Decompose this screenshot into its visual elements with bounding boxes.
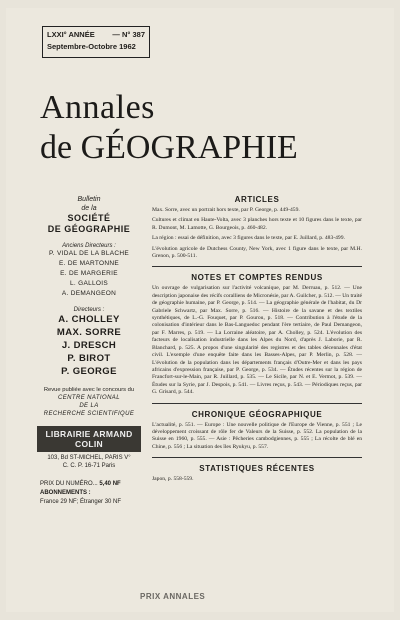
title-line-1: Annales — [40, 89, 155, 126]
bulletin-label-1: Bulletin — [77, 196, 101, 203]
directors-label: Directeurs : — [73, 307, 105, 313]
notes-heading: NOTES ET COMPTES RENDUS — [191, 273, 323, 283]
issue-number: — N° 387 — [112, 30, 145, 39]
article-entry: L'évolution agricole de Dutchess County, New York, avec 1 figure dans le texte, par M.H. Grenon, p. 500-511. — [152, 245, 362, 260]
issue-dates: Septembre-Octobre 1962 — [47, 42, 136, 51]
former-director: E. DE MARTONNE — [59, 260, 119, 267]
subscriptions-value: France 29 NF; Étranger 30 NF — [40, 499, 122, 505]
former-director: A. DEMANGEON — [61, 290, 117, 297]
director: MAX. SORRE — [56, 327, 122, 338]
director: J. DRESCH — [61, 340, 117, 351]
left-column — [36, 195, 142, 507]
society-name-2: DE GÉOGRAPHIE — [47, 224, 131, 234]
former-directors-list — [36, 249, 142, 299]
article-entry: Cultures et climat en Haute-Volta, avec 3 planches hors texte et 10 figures dans le texte, par R. Dumont, M. Lamotte, G. Bourgeois, p. 460-482. — [152, 217, 362, 231]
publisher-banner: LIBRAIRIE ARMAND COLIN — [37, 426, 141, 452]
publication-note: Revue publiée avec le concours du — [43, 387, 135, 393]
title-line-2: de GÉOGRAPHIE — [40, 129, 298, 166]
bulletin-label-2: de la — [81, 205, 97, 212]
cnrs-line-3: RECHERCHE SCIENTIFIQUE — [43, 411, 135, 417]
article-entry: La région : essai de définition, avec 3 figures dans le texte, par E. Juillard, p. 483-499. — [152, 235, 345, 242]
stats-text: Japon, p. 558-559. — [152, 476, 194, 483]
notes-text: Un ouvrage de vulgarisation sur l'activité volcanique, par M. Derruau, p. 512. — Une description japonaise des récifs coralliens de Micronésie, par A. Guilcher, p. 512. — Un traité de géographie humaine, par P. George, p. 514. — La géographie générale de l'habitat, du Dr Gabriele Schwartz, par Max. Sorre, p. 516. — Histoire de la savane et des textiles synthétiques, de L.-G. Fouquet, par P. Gourou, p. 518. — Contribution à l'étude de la colonisation d'intérieur dans le Bas-Languedoc pendant l'ère tertiaire, de Paul Demangeon, par F. Marres, p. 519. — La Lorraine aléatoire, par A. Cholley, p. 524. L'évolution des facteurs de localisation industrielle dans les Alpes du Nord, d'après J. Laborie, par R. Blanchard, p. 525. A propos d'une singularité des registres et des tables décennales d'état civil. L'exemple d'une enquête faite dans les Basses-Alpes, par P. Merlin, p. 528. — L'évolution de la population dans les départements français d'Outre-Mer et dans les pays africains d'expression française, par P. George, p. 534. — Études récentes sur la région de Francfort-sur-le-Main, par R. Juillard, p. 535. — Le Sicile, par N. et E. Vermot, p. 539. — Études sur la Syrie, par J. Despois, p. 541. — Livres reçus, p. 543. — Périodiques reçus, par G. Grisard, p. 544. — [152, 285, 362, 396]
section-divider — [152, 266, 362, 267]
former-directors-label: Anciens Directeurs : — [62, 243, 116, 249]
stats-heading: STATISTIQUES RÉCENTES — [199, 464, 315, 474]
cnrs-line-2: DE LA — [79, 403, 99, 409]
journal-title — [40, 88, 298, 168]
prices-block — [36, 480, 142, 507]
section-divider — [152, 403, 362, 404]
price-issue-label: PRIX DU NUMÉRO... — [40, 481, 98, 487]
price-issue-value: 5,40 NF — [99, 481, 121, 487]
director: P. BIROT — [67, 353, 111, 364]
articles-heading: ARTICLES — [234, 195, 280, 204]
director: P. GEORGE — [61, 366, 117, 377]
subscriptions-label: ABONNEMENTS : — [40, 490, 91, 496]
contents-column — [152, 195, 362, 484]
article-entry: Max. Sorre, avec un portrait hors texte, par P. George, p. 449-459. — [152, 207, 300, 213]
publisher-address: 103, Bd ST-MICHEL, PARIS V° — [47, 455, 131, 461]
publisher-postal-account: C. C. P. 16-71 Paris — [62, 463, 116, 469]
price-stamp: PRIX ANNALES — [140, 592, 206, 601]
former-director: E. DE MARGERIE — [60, 270, 118, 277]
cnrs-line-1: CENTRE NATIONAL — [58, 395, 120, 401]
directors-list — [36, 313, 142, 378]
society-name-1: SOCIÉTÉ — [67, 213, 111, 223]
chronique-text: L'actualité, p. 551. — Europe : Une nouvelle politique de l'Europe de Vienne, p. 551 ; Le développement croissant de rôle fer de Valeurs de la Suisse, p. 552. La population de la Suisse en 1960, p. 555. — Asie : Pêcheries cambodgiennes, p. 555 ; La récolte de blé en Chine, p. 556 ; La situation des îles Ryukyu, p. 557. — [152, 421, 362, 450]
issue-header-box — [42, 26, 150, 58]
former-director: L. GALLOIS — [69, 280, 109, 287]
director: A. CHOLLEY — [58, 314, 120, 325]
price-issue-row — [40, 480, 142, 489]
former-director: P. VIDAL DE LA BLACHE — [48, 250, 129, 257]
chronique-heading: CHRONIQUE GÉOGRAPHIQUE — [191, 409, 323, 419]
section-divider — [152, 457, 362, 458]
volume-year: LXXI° ANNÉE — [47, 30, 95, 39]
